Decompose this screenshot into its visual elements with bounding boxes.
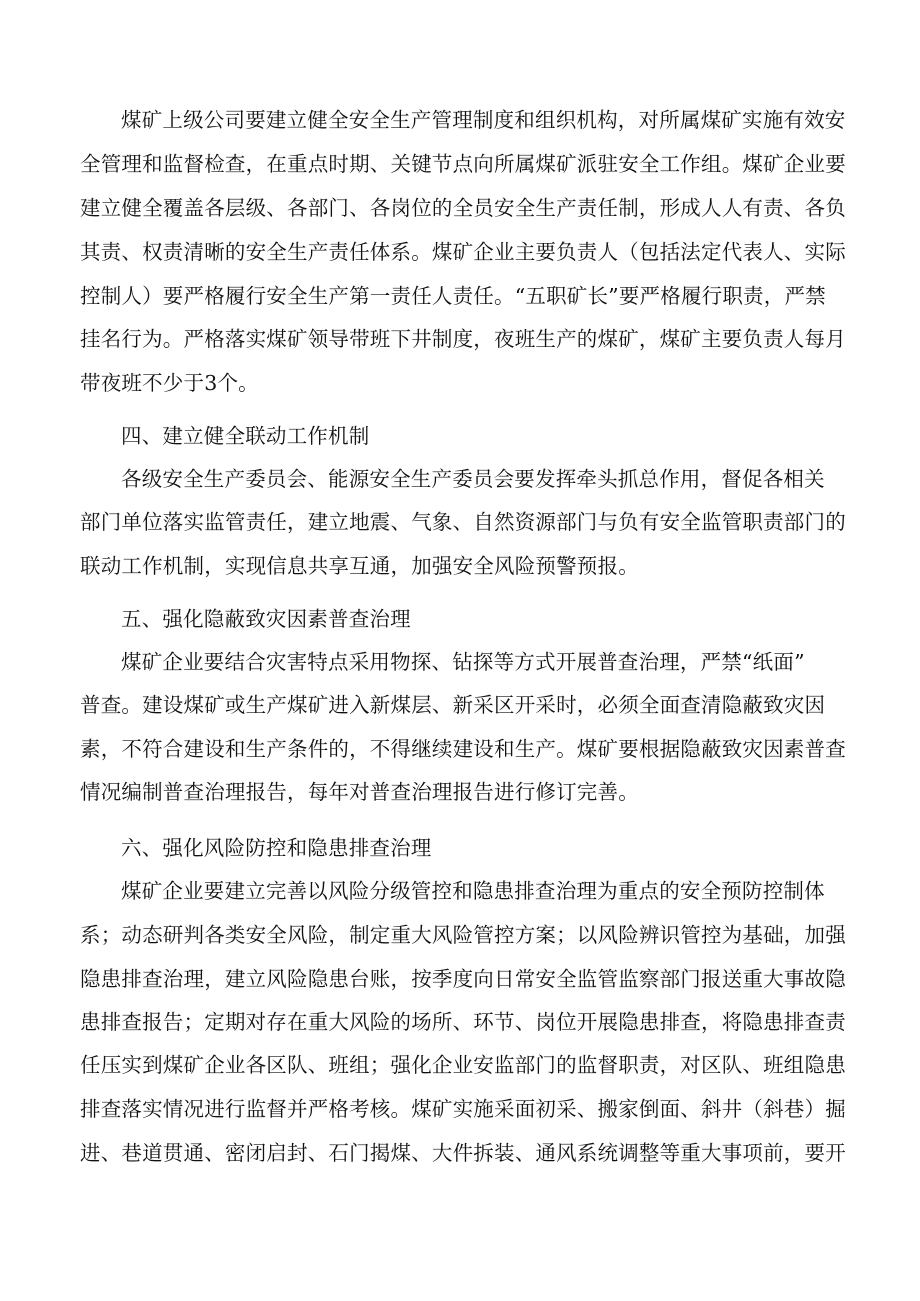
text-line: 建立健全覆盖各层级、各部门、各岗位的全员安全生产责任制，形成人人有责、各负 bbox=[80, 196, 846, 220]
text-line: 煤矿企业要建立完善以风险分级管控和隐患排查治理为重点的安全预防控制体 bbox=[121, 879, 825, 903]
text-line: 进、巷道贯通、密闭启封、石门揭煤、大件拆装、通风系统调整等重大事项前，要开 bbox=[80, 1141, 846, 1165]
text-line: 带夜班不少于3个。 bbox=[80, 371, 259, 395]
text-line: 煤矿企业要结合灾害特点采用物探、钻探等方式开展普查治理，严禁“纸面” bbox=[121, 650, 805, 674]
text-line: 排查落实情况进行监督并严格考核。煤矿实施采面初采、搬家倒面、斜井（斜巷）掘 bbox=[80, 1097, 846, 1121]
text-line: 控制人）要严格履行安全生产第一责任人责任。“五职矿长”要严格履行职责，严禁 bbox=[80, 284, 826, 308]
text-line: 联动工作机制，实现信息共享互通，加强安全风险预警预报。 bbox=[80, 554, 639, 578]
text-line: 隐患排查治理，建立风险隐患台账，按季度向日常安全监管监察部门报送重大事故隐 bbox=[80, 967, 846, 991]
text-line: 系；动态研判各类安全风险，制定重大风险管控方案；以风险辨识管控为基础，加强 bbox=[80, 923, 846, 947]
text-line: 全管理和监督检查，在重点时期、关键节点向所属煤矿派驻安全工作组。煤矿企业要 bbox=[80, 152, 846, 176]
text-line: 素，不符合建设和生产条件的，不得继续建设和生产。煤矿要根据隐蔽致灾因素普查 bbox=[80, 737, 846, 761]
text-line: 情况编制普查治理报告，每年对普查治理报告进行修订完善。 bbox=[80, 780, 639, 804]
text-line: 挂名行为。严格落实煤矿领导带班下井制度，夜班生产的煤矿，煤矿主要负责人每月 bbox=[80, 327, 846, 351]
section-heading-5: 五、强化隐蔽致灾因素普查治理 bbox=[121, 607, 411, 631]
text-line: 患排查报告；定期对存在重大风险的场所、环节、岗位开展隐患排查，将隐患排查责 bbox=[80, 1010, 846, 1034]
text-line: 任压实到煤矿企业各区队、班组；强化企业安监部门的监督职责，对区队、班组隐患 bbox=[80, 1053, 846, 1077]
text-line: 煤矿上级公司要建立健全安全生产管理制度和组织机构，对所属煤矿实施有效安 bbox=[121, 108, 846, 132]
text-line: 各级安全生产委员会、能源安全生产委员会要发挥牵头抓总作用，督促各相关 bbox=[121, 467, 825, 491]
text-line: 普查。建设煤矿或生产煤矿进入新煤层、新采区开采时，必须全面查清隐蔽致灾因 bbox=[80, 693, 826, 717]
section-heading-4: 四、建立健全联动工作机制 bbox=[121, 424, 370, 448]
text-line: 部门单位落实监管责任，建立地震、气象、自然资源部门与负有安全监管职责部门的 bbox=[80, 510, 846, 534]
section-heading-6: 六、强化风险防控和隐患排查治理 bbox=[121, 836, 432, 860]
text-line: 其责、权责清晰的安全生产责任体系。煤矿企业主要负责人（包括法定代表人、实际 bbox=[80, 240, 846, 264]
